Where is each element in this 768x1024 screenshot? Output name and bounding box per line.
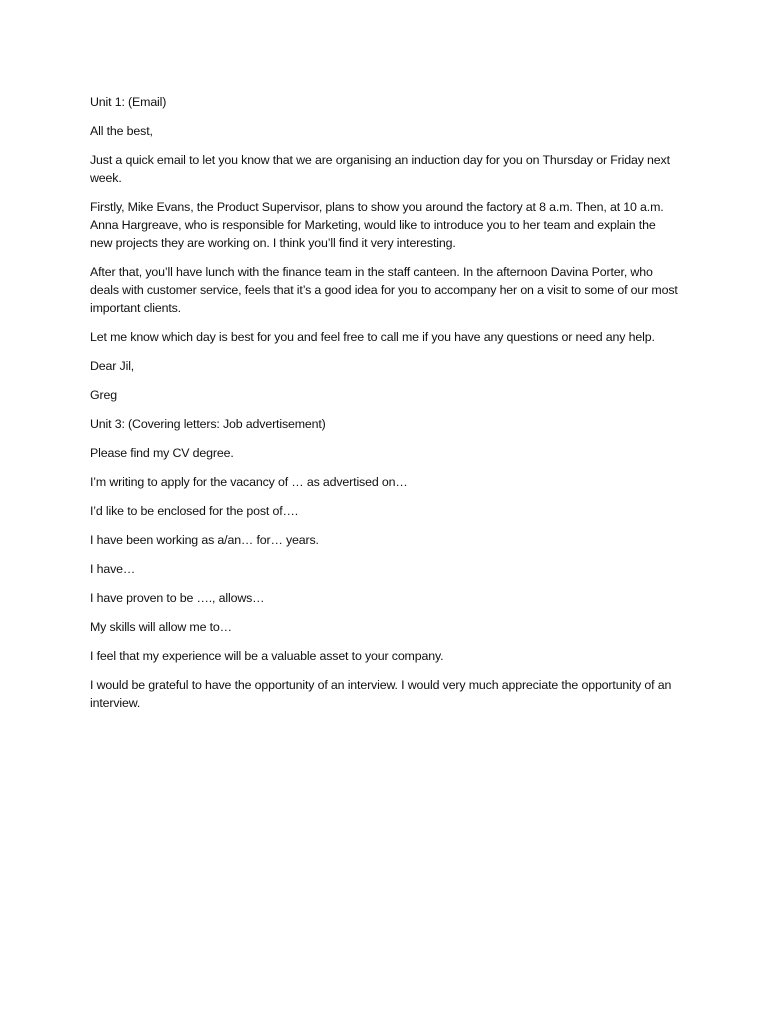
letter-phrase-cv: Please find my CV degree. xyxy=(90,446,234,460)
email-paragraph-intro: Just a quick email to let you know that we are organising an induction day for you on Thursday or Friday next week. xyxy=(90,153,670,185)
letter-phrase-working: I have been working as a/an… for… years. xyxy=(90,533,319,547)
email-paragraph-afternoon: After that, you’ll have lunch with the finance team in the staff canteen. In the afternoon Davina Porter, who deals with customer service, feels that it’s a good idea for you to accompany her on a visit to some of our most important clients. xyxy=(90,265,678,315)
letter-phrase-post: I’d like to be enclosed for the post of…. xyxy=(90,504,299,518)
letter-phrase-experience: I feel that my experience will be a valuable asset to your company. xyxy=(90,649,444,663)
unit-3-heading: Unit 3: (Covering letters: Job advertisement) xyxy=(90,417,326,431)
signature-line: Greg xyxy=(90,388,117,402)
unit-1-heading: Unit 1: (Email) xyxy=(90,95,167,109)
closing-line: All the best, xyxy=(90,124,153,138)
letter-phrase-skills: My skills will allow me to… xyxy=(90,620,232,634)
letter-phrase-interview: I would be grateful to have the opportunity of an interview. I would very much appreciate the opportunity of an interview. xyxy=(90,678,672,710)
email-paragraph-schedule: Firstly, Mike Evans, the Product Supervisor, plans to show you around the factory at 8 a.m. Then, at 10 a.m. Anna Hargreave, who is responsible for Marketing, would like to introduce you to her team and explain the new projects they are working on. I think you’ll find it very interesting. xyxy=(90,200,664,250)
document-page xyxy=(90,93,680,723)
email-paragraph-request: Let me know which day is best for you and feel free to call me if you have any questions or need any help. xyxy=(90,330,655,344)
letter-phrase-vacancy: I’m writing to apply for the vacancy of … as advertised on… xyxy=(90,475,408,489)
salutation-line: Dear Jil, xyxy=(90,359,135,373)
letter-phrase-proven: I have proven to be …., allows… xyxy=(90,591,265,605)
letter-phrase-have: I have… xyxy=(90,562,136,576)
